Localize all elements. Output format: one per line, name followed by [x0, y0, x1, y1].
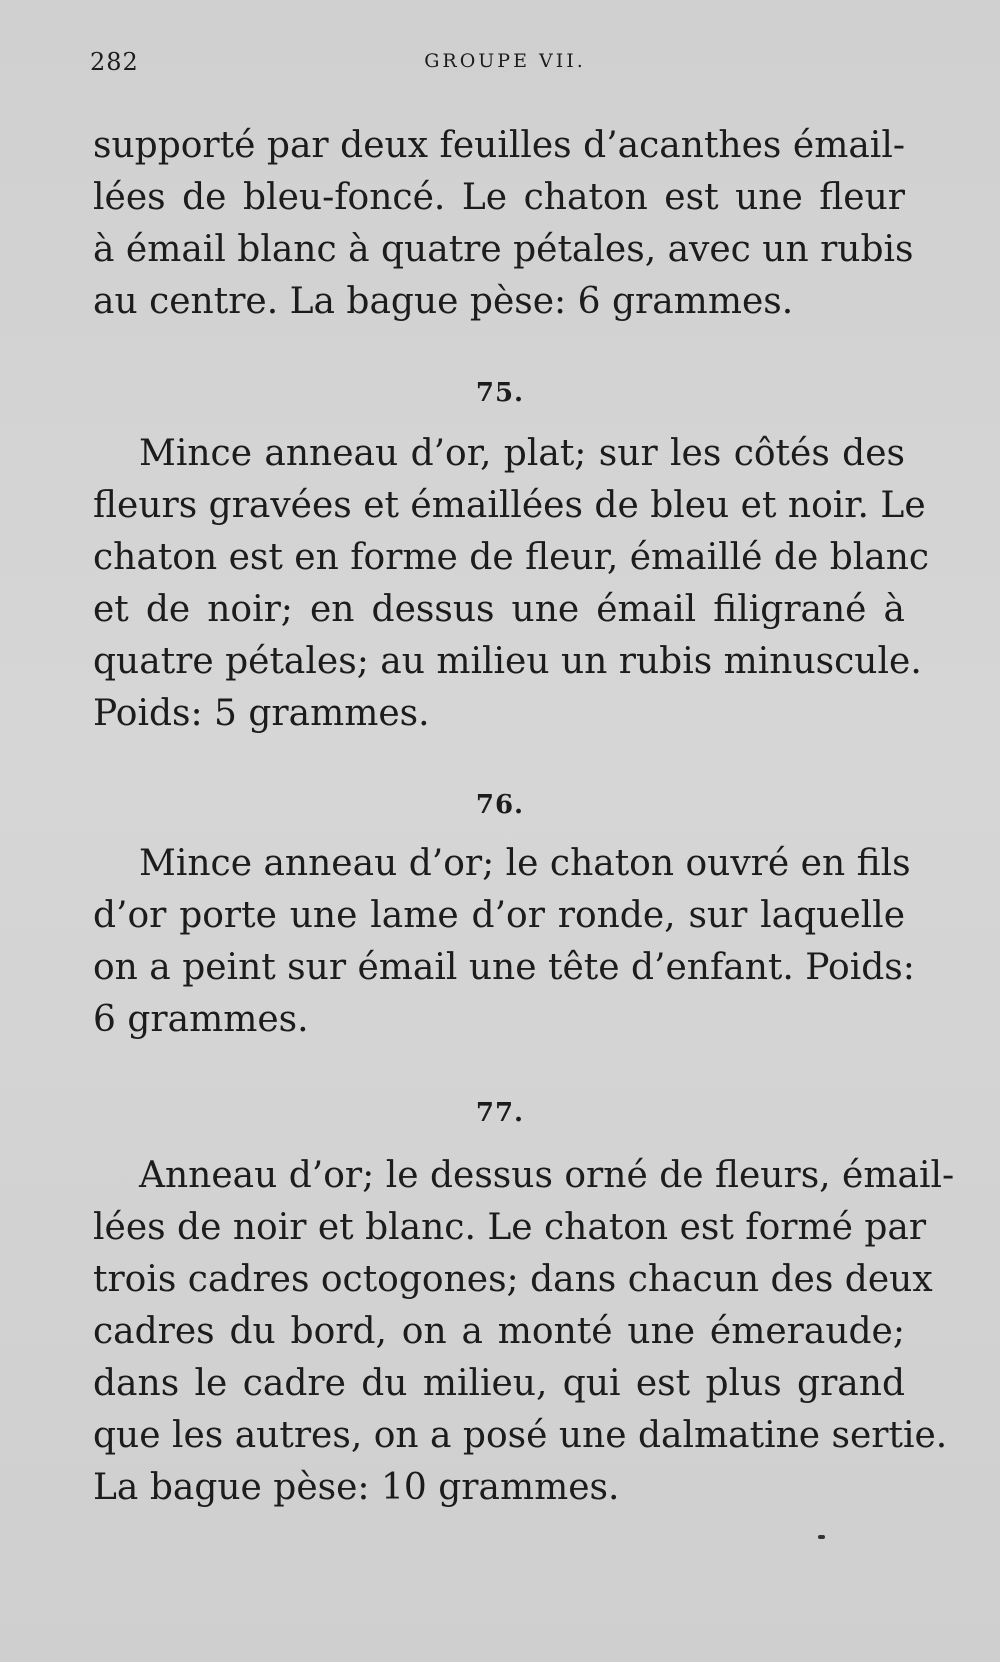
text-line: lées de bleu-foncé. Le chaton est une fleur: [93, 177, 905, 218]
text-line: trois cadres octogones; dans chacun des deux: [93, 1259, 933, 1300]
entry-number-75: 75.: [475, 378, 525, 408]
entry-75-paragraph: [93, 428, 930, 740]
text-line: Mince anneau d’or; le chaton ouvré en fils: [139, 843, 911, 884]
ink-speck: [818, 1535, 825, 1539]
text-line: Mince anneau d’or, plat; sur les côtés des: [139, 433, 905, 474]
entry-number-77: 77.: [475, 1098, 525, 1128]
page-number: 282: [90, 48, 139, 76]
text-line: que les autres, on a posé une dalmatine sertie.: [93, 1415, 948, 1456]
text-line: on a peint sur émail une tête d’enfant. Poids:: [93, 947, 915, 988]
text-line: Poids: 5 grammes.: [93, 693, 430, 734]
text-line: au centre. La bague pèse: 6 grammes.: [93, 281, 794, 322]
text-line: dans le cadre du milieu, qui est plus grand: [93, 1363, 905, 1404]
text-line: quatre pétales; au milieu un rubis minuscule.: [93, 641, 922, 682]
text-line: chaton est en forme de fleur, émaillé de blanc: [93, 537, 930, 578]
text-line: fleurs gravées et émaillées de bleu et noir. Le: [93, 485, 926, 526]
text-line: d’or porte une lame d’or ronde, sur laquelle: [93, 895, 905, 936]
text-line: Anneau d’or; le dessus orné de fleurs, émail-: [139, 1155, 955, 1196]
text-line: à émail blanc à quatre pétales, avec un rubis: [93, 229, 914, 270]
text-line: 6 grammes.: [93, 999, 309, 1040]
text-line: La bague pèse: 10 grammes.: [93, 1467, 620, 1508]
text-line: lées de noir et blanc. Le chaton est formé par: [93, 1207, 927, 1248]
text-line: supporté par deux feuilles d’acanthes émail-: [93, 125, 905, 166]
text-line: et de noir; en dessus une émail filigrané à: [93, 589, 905, 630]
entry-76-paragraph: [93, 838, 915, 1046]
entry-77-paragraph: [93, 1150, 955, 1514]
text-line: cadres du bord, on a monté une émeraude;: [93, 1311, 905, 1352]
page-header: [90, 44, 900, 84]
continuation-paragraph: [93, 120, 914, 328]
entry-number-76: 76.: [475, 790, 525, 820]
running-head: GROUPE VII.: [424, 50, 586, 72]
